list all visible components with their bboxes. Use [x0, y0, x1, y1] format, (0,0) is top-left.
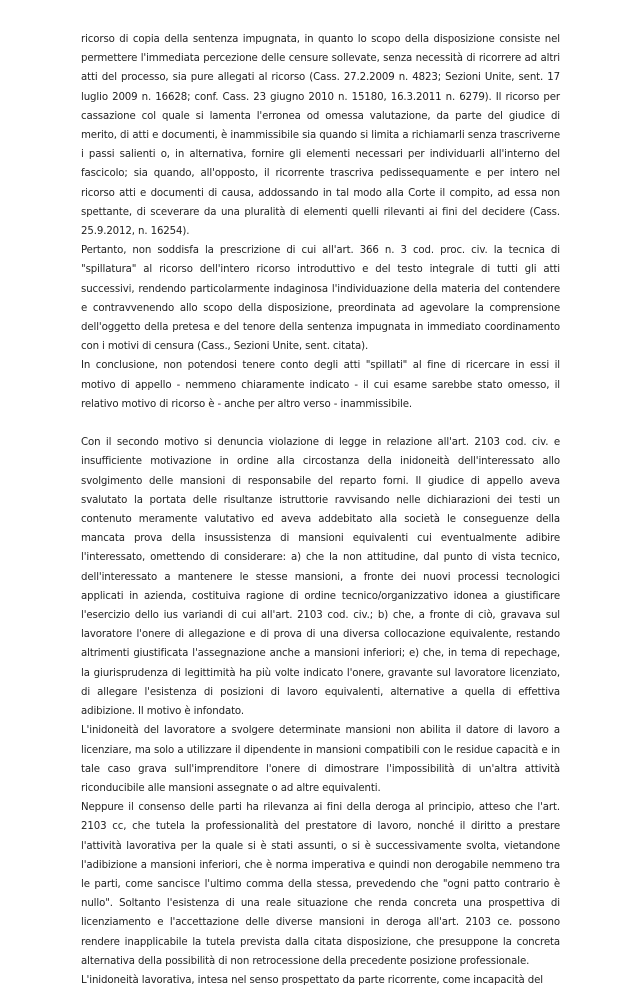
paragraph-parties-consent: Neppure il consenso delle parti ha rilevanza ai fini della deroga al principio, atteso che l'art. 2103 cc, che tutela la professionalità del prestatore di lavoro, nonché il diritto a prestare l'attività lavorativa per la quale si è stati assunti, o si è successivamente svolta, vietandone l'adibizione a mansioni inferiori, che è norma imperativa e quindi non derogabile nemmeno tra le parti, come sancisce l'ultimo comma della stessa, prevedendo che "ogni patto contrario è nullo". Soltanto l'esistenza di una reale situazione che renda concreta una prospettiva di licenziamento e l'accettazione delle diverse mansioni in deroga all'art. 2103 ce. possono rendere inapplicabile la tutela prevista dalla citata disposizione, che presuppone la concreta alternativa della possibilità di non retrocessione della precedente posizione professionale.: [81, 802, 560, 967]
paragraph-work-unfitness-continued: L'inidoneità lavorativa, intesa nel senso prospettato da parte ricorrente, come incapacità del: [81, 974, 543, 986]
paragraph-requirements-citation: ricorso di copia della sentenza impugnata, in quanto lo scopo della disposizione consiste nel permettere l'immediata percezione delle censure sollevate, senza necessità di ricorrere ad altri atti del processo, sia pure allegati al ricorso (Cass. 27.2.2009 n. 4823; Sezioni Unite, sent. 17 luglio 2009 n. 16628; conf. Cass. 23 giugno 2010 n. 15180, 16.3.2011 n. 6279). Il ricorso per cassazione col quale si lamenta l'erronea od omessa valutazione, da parte del giudice di merito, di atti e documenti, è inammissibile sia quando si limita a richiamarli senza trascriverne i passi salienti o, in alternativa, fornire gli elementi necessari per individuarli all'interno del fascicolo; sia quando, all'opposto, il ricorrente trascriva pedissequamente e per intero nel ricorso atti e documenti di causa, addossando in tal modo alla Corte il compito, ad essa non spettante, di sceverare da una pluralità di elementi quelli rilevanti ai fini del decidere (Cass. 25.9.2012, n. 16254).: [81, 34, 560, 238]
paragraph-worker-unfitness: L'inidoneità del lavoratore a svolgere determinate mansioni non abilita il datore di lavoro a licenziare, ma solo a utilizzare il dipendente in mansioni compatibili con le residue capacità e in tale caso grava sull'imprenditore l'onere di dimostrare l'impossibilità di un'altra attività riconducibile alle mansioni assegnate o ad altre equivalenti.: [81, 725, 560, 794]
document-page: [81, 30, 560, 990]
paragraph-second-ground: Con il secondo motivo si denuncia violazione di legge in relazione all'art. 2103 cod. civ. e insufficiente motivazione in ordine alla circostanza della inidoneità dell'interessato allo svolgimento delle mansioni di responsabile del reparto forni. Il giudice di appello aveva svalutato la portata delle risultanze istruttorie ravvisando nelle dichiarazioni dei testi un contenuto meramente valutativo ed aveva addebitato alla società le conseguenze della mancata prova della insussistenza di mansioni equivalenti cui eventualmente adibire l'interessato, omettendo di considerare: a) che la non attitudine, dal punto di vista tecnico, dell'interessato a mantenere le stesse mansioni, a fronte dei nuovi processi tecnologici applicati in azienda, costituiva ragione di ordine tecnico/organizzativo idonea a giustificare l'esercizio dello ius variandi di cui all'art. 2103 cod. civ.; b) che, a fronte di ciò, gravava sul lavoratore l'onere di allegazione e di prova di una diversa collocazione equivalente, restando altrimenti giustificata l'assegnazione anche a mansioni inferiori; e) che, in tema di repechage, la giurisprudenza di legittimità ha più volte indicato l'onere, gravante sul lavoratore licenziato, di allegare l'esistenza di posizioni di lavoro equivalenti, alternative a quella di effettiva adibizione. Il motivo è infondato.: [81, 437, 560, 718]
paragraph-conclusion-first-ground: In conclusione, non potendosi tenere conto degli atti "spillati" al fine di ricercare in essi il motivo di appello - nemmeno chiaramente indicato - il cui esame sarebbe stato omesso, il relativo motivo di ricorso è - anche per altro verso - inammissibile.: [81, 360, 560, 410]
paragraph-stapling-technique: Pertanto, non soddisfa la prescrizione di cui all'art. 366 n. 3 cod. proc. civ. la tecnica di "spillatura" al ricorso dell'intero ricorso introduttivo e del testo integrale di tutti gli atti successivi, rendendo particolarmente indaginosa l'individuazione della materia del contendere e contravvenendo allo scopo della disposizione, preordinata ad agevolare la comprensione dell'oggetto della pretesa e del tenore della sentenza impugnata in immediato coordinamento con i motivi di censura (Cass., Sezioni Unite, sent. citata).: [81, 245, 560, 353]
